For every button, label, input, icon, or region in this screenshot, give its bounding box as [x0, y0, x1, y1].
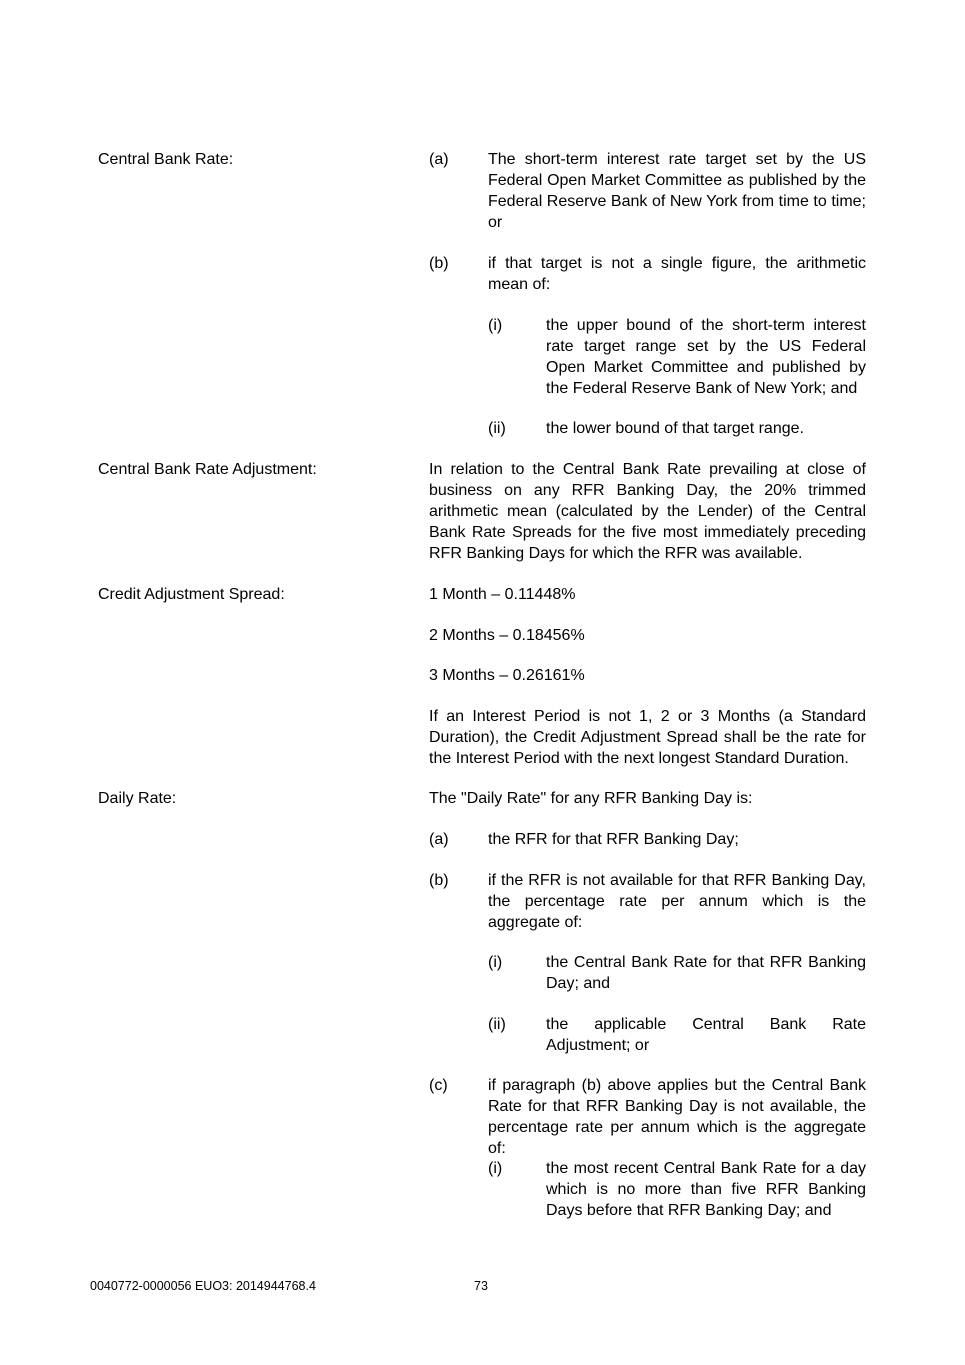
cbr-para-b-text: if that target is not a single figure, the arithmetic mean of: [488, 255, 866, 293]
cbr-subpara-i-text: the upper bound of the short-term interest rate target range set by the US Federal Open Market Committee and published by the Federal Reserve Bank of New York; and [546, 317, 866, 397]
footer-page-number: 73 [474, 1279, 488, 1293]
cbr-subpara-ii-text: the lower bound of that target range. [546, 420, 804, 437]
dr-subpara-b-i-text: the Central Bank Rate for that RFR Banking Day; and [546, 954, 866, 992]
subpara-label-i: (i) [488, 1160, 503, 1177]
dr-subpara-b-ii-text: the applicable Central Bank Rate Adjustment; or [546, 1016, 866, 1054]
term-central-bank-rate: Central Bank Rate: [98, 151, 234, 168]
term-daily-rate: Daily Rate: [98, 790, 177, 807]
para-label-a: (a) [429, 831, 449, 848]
dr-para-a-text: the RFR for that RFR Banking Day; [488, 831, 739, 848]
dr-para-b-text: if the RFR is not available for that RFR Banking Day, the percentage rate per annum which is the aggregate of: [488, 872, 866, 931]
subpara-label-ii: (ii) [488, 1016, 506, 1033]
cas-one-month: 1 Month – 0.11448% [429, 586, 576, 603]
term-credit-adjustment-spread: Credit Adjustment Spread: [98, 586, 285, 603]
para-label-b: (b) [429, 255, 449, 272]
cas-two-months: 2 Months – 0.18456% [429, 627, 585, 644]
dr-para-c-text: if paragraph (b) above applies but the Central Bank Rate for that RFR Banking Day is not available, the percentage rate per annum which is the aggregate of: [488, 1077, 866, 1157]
subpara-label-ii: (ii) [488, 420, 506, 437]
para-label-a: (a) [429, 151, 449, 168]
para-label-c: (c) [429, 1077, 448, 1094]
daily-rate-intro: The "Daily Rate" for any RFR Banking Day is: [429, 790, 753, 807]
cbra-definition-text: In relation to the Central Bank Rate prevailing at close of business on any RFR Banking Day, the 20% trimmed arithmetic mean (calculated by the Lender) of the Central Bank Rate Spreads for the five most immediately preceding RFR Banking Days for which the RFR was available. [429, 461, 866, 562]
para-label-b: (b) [429, 872, 449, 889]
term-central-bank-rate-adjustment: Central Bank Rate Adjustment: [98, 461, 317, 478]
footer-document-reference: 0040772-0000056 EUO3: 2014944768.4 [90, 1279, 316, 1293]
cas-three-months: 3 Months – 0.26161% [429, 667, 585, 684]
subpara-label-i: (i) [488, 317, 503, 334]
cas-definition-text: If an Interest Period is not 1, 2 or 3 Months (a Standard Duration), the Credit Adjustment Spread shall be the rate for the Interest Period with the next longest Standard Duration. [429, 708, 866, 767]
cbr-para-a-text: The short-term interest rate target set by the US Federal Open Market Committee as published by the Federal Reserve Bank of New York from time to time; or [488, 151, 866, 231]
subpara-label-i: (i) [488, 954, 503, 971]
dr-subpara-c-i-text: the most recent Central Bank Rate for a day which is no more than five RFR Banking Days before that RFR Banking Day; and [546, 1160, 866, 1219]
